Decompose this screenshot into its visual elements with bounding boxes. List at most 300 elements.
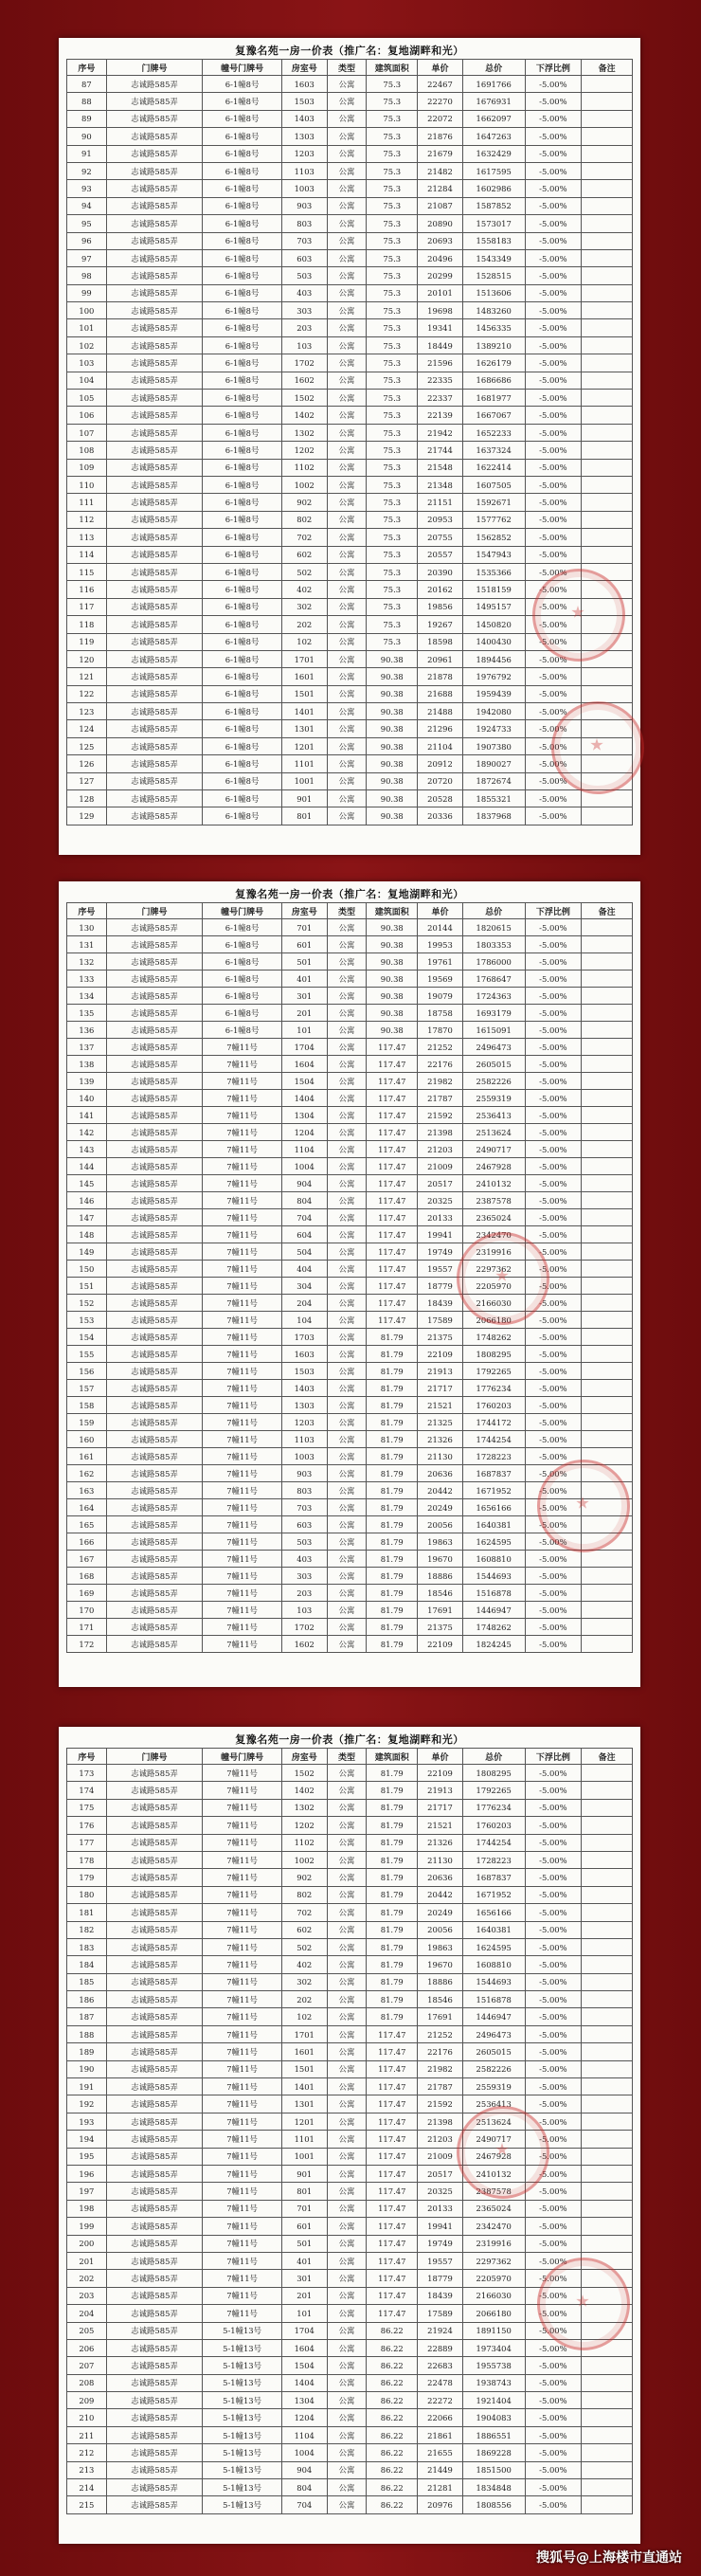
table-cell: 18449: [418, 336, 463, 354]
table-cell: 1942080: [462, 703, 525, 720]
table-cell: 志诚路585弄: [106, 1568, 203, 1585]
table-cell: 1894456: [462, 650, 525, 667]
table-row: [67, 1431, 633, 1448]
table-cell: [582, 1022, 633, 1039]
table-cell: 117.47: [367, 1226, 418, 1243]
table-cell: -5.00%: [525, 1090, 582, 1107]
table-cell: 公寓: [327, 1956, 367, 1973]
table-cell: 志诚路585弄: [106, 162, 203, 179]
table-cell: -5.00%: [525, 633, 582, 650]
table-cell: 志诚路585弄: [106, 1209, 203, 1226]
table-cell: 81.79: [367, 1851, 418, 1868]
table-cell: [582, 2444, 633, 2461]
table-cell: -5.00%: [525, 2025, 582, 2042]
table-cell: 129: [67, 807, 107, 825]
table-cell: 165: [67, 1516, 107, 1533]
table-cell: 志诚路585弄: [106, 1175, 203, 1192]
table-cell: 1686686: [462, 372, 525, 389]
table-cell: 公寓: [327, 737, 367, 754]
table-cell: [582, 232, 633, 249]
table-cell: 21252: [418, 1039, 463, 1056]
table-cell: 75.3: [367, 529, 418, 546]
table-cell: 176: [67, 1817, 107, 1834]
table-cell: 公寓: [327, 2218, 367, 2235]
column-header: 序号: [67, 903, 107, 919]
table-cell: 501: [281, 953, 327, 971]
table-cell: 志诚路585弄: [106, 2113, 203, 2130]
table-cell: [582, 1465, 633, 1482]
table-cell: 6-1幢8号: [203, 616, 282, 633]
table-cell: 117.47: [367, 1056, 418, 1073]
table-cell: 1808295: [462, 1765, 525, 1782]
table-cell: 公寓: [327, 284, 367, 301]
table-cell: 602: [281, 1921, 327, 1938]
table-cell: 1203: [281, 1414, 327, 1431]
table-cell: 1303: [281, 128, 327, 145]
table-cell: 86.22: [367, 2392, 418, 2409]
table-cell: 志诚路585弄: [106, 2426, 203, 2443]
table-cell: 401: [281, 2252, 327, 2269]
table-cell: [582, 336, 633, 354]
table-cell: 1702: [281, 354, 327, 372]
table-cell: 公寓: [327, 919, 367, 936]
table-cell: 139: [67, 1073, 107, 1090]
table-cell: 2342470: [462, 2218, 525, 2235]
table-cell: 183: [67, 1938, 107, 1955]
table-cell: 1921404: [462, 2392, 525, 2409]
table-cell: 6-1幢8号: [203, 668, 282, 685]
table-cell: 117.47: [367, 2148, 418, 2165]
table-cell: 1504: [281, 1073, 327, 1090]
table-cell: 1976792: [462, 668, 525, 685]
table-cell: 160: [67, 1431, 107, 1448]
table-cell: -5.00%: [525, 1295, 582, 1312]
table-cell: 108: [67, 442, 107, 459]
table-cell: 志诚路585弄: [106, 1516, 203, 1533]
table-cell: 136: [67, 1022, 107, 1039]
table-cell: 公寓: [327, 2322, 367, 2339]
table-cell: [582, 2339, 633, 2356]
table-cell: 公寓: [327, 581, 367, 598]
table-cell: -5.00%: [525, 2357, 582, 2374]
table-row: [67, 1938, 633, 1955]
table-cell: [582, 546, 633, 563]
table-row: [67, 1278, 633, 1295]
table-cell: 志诚路585弄: [106, 2287, 203, 2304]
table-cell: 21717: [418, 1799, 463, 1816]
table-cell: 117.47: [367, 2113, 418, 2130]
table-cell: 117.47: [367, 2305, 418, 2322]
table-cell: [582, 2025, 633, 2042]
table-cell: 20912: [418, 755, 463, 772]
table-cell: 102: [67, 336, 107, 354]
table-cell: 7幢11号: [203, 2235, 282, 2252]
table-cell: 1820615: [462, 919, 525, 936]
column-header: 总价: [462, 903, 525, 919]
table-cell: 75.3: [367, 145, 418, 162]
table-cell: 7幢11号: [203, 1636, 282, 1653]
table-cell: 155: [67, 1346, 107, 1363]
table-cell: 公寓: [327, 2183, 367, 2200]
table-cell: 90.38: [367, 685, 418, 702]
table-cell: 公寓: [327, 319, 367, 336]
table-cell: 7幢11号: [203, 1516, 282, 1533]
table-cell: 1834848: [462, 2479, 525, 2496]
table-cell: 1924733: [462, 720, 525, 737]
table-cell: 144: [67, 1158, 107, 1175]
table-cell: 403: [281, 1551, 327, 1568]
table-cell: 志诚路585弄: [106, 1602, 203, 1619]
table-cell: 117.47: [367, 2095, 418, 2113]
table-cell: 86.22: [367, 2496, 418, 2513]
table-row: [67, 1397, 633, 1414]
table-cell: 904: [281, 1175, 327, 1192]
table-cell: 18546: [418, 1585, 463, 1602]
table-cell: -5.00%: [525, 232, 582, 249]
table-cell: 志诚路585弄: [106, 2078, 203, 2095]
table-cell: 21592: [418, 2095, 463, 2113]
table-cell: 志诚路585弄: [106, 354, 203, 372]
table-cell: 22109: [418, 1636, 463, 1653]
table-cell: 2582226: [462, 2060, 525, 2077]
table-cell: 7幢11号: [203, 2025, 282, 2042]
table-cell: [582, 2113, 633, 2130]
table-row: [67, 2479, 633, 2496]
table-cell: 公寓: [327, 668, 367, 685]
table-cell: 公寓: [327, 1209, 367, 1226]
table-cell: 6-1幢8号: [203, 232, 282, 249]
table-cell: 81.79: [367, 1380, 418, 1397]
table-cell: 1573017: [462, 215, 525, 232]
table-cell: [582, 772, 633, 789]
table-cell: 19941: [418, 2218, 463, 2235]
table-cell: 1656166: [462, 1904, 525, 1921]
table-header-row: [67, 60, 633, 76]
table-cell: 公寓: [327, 93, 367, 110]
table-cell: 公寓: [327, 267, 367, 284]
table-cell: 110: [67, 476, 107, 493]
table-cell: 201: [281, 2287, 327, 2304]
table-cell: 公寓: [327, 2252, 367, 2269]
table-cell: 1748262: [462, 1619, 525, 1636]
column-header: 房室号: [281, 60, 327, 76]
table-cell: 公寓: [327, 1973, 367, 1990]
table-cell: 117.47: [367, 1243, 418, 1261]
table-cell: [582, 2043, 633, 2060]
table-cell: -5.00%: [525, 2479, 582, 2496]
table-row: [67, 2357, 633, 2374]
table-cell: 101: [281, 1022, 327, 1039]
table-cell: 公寓: [327, 476, 367, 493]
table-row: [67, 1834, 633, 1851]
table-cell: 81.79: [367, 1431, 418, 1448]
table-cell: 901: [281, 790, 327, 807]
table-cell: -5.00%: [525, 2043, 582, 2060]
table-cell: 502: [281, 1938, 327, 1955]
table-cell: 203: [281, 319, 327, 336]
table-cell: 公寓: [327, 2287, 367, 2304]
table-cell: 公寓: [327, 1158, 367, 1175]
table-cell: 2066180: [462, 1312, 525, 1329]
table-cell: 1003: [281, 180, 327, 197]
table-cell: [582, 2200, 633, 2217]
table-cell: 22478: [418, 2374, 463, 2391]
table-cell: 192: [67, 2095, 107, 2113]
table-cell: 7幢11号: [203, 2200, 282, 2217]
table-cell: 86.22: [367, 2426, 418, 2443]
table-cell: 2605015: [462, 1056, 525, 1073]
table-cell: 志诚路585弄: [106, 1363, 203, 1380]
table-cell: 公寓: [327, 1022, 367, 1039]
table-cell: -5.00%: [525, 1799, 582, 1816]
table-cell: 志诚路585弄: [106, 1465, 203, 1482]
table-cell: 志诚路585弄: [106, 1312, 203, 1329]
table-row: [67, 2305, 633, 2322]
table-cell: 6-1幢8号: [203, 1005, 282, 1022]
table-cell: 22109: [418, 1346, 463, 1363]
table-cell: 22066: [418, 2409, 463, 2426]
table-cell: [582, 598, 633, 615]
table-row: [67, 2008, 633, 2025]
table-cell: 7幢11号: [203, 1956, 282, 1973]
table-cell: 19267: [418, 616, 463, 633]
table-cell: 志诚路585弄: [106, 2043, 203, 2060]
table-cell: 1671952: [462, 1482, 525, 1499]
table-cell: -5.00%: [525, 1886, 582, 1903]
table-cell: 公寓: [327, 953, 367, 971]
table-cell: 170: [67, 1602, 107, 1619]
table-cell: 75.3: [367, 424, 418, 441]
table-cell: 志诚路585弄: [106, 1551, 203, 1568]
table-cell: 20953: [418, 511, 463, 528]
table-cell: 90: [67, 128, 107, 145]
table-cell: [582, 267, 633, 284]
table-row: [67, 284, 633, 301]
table-cell: [582, 563, 633, 580]
table-cell: 19941: [418, 1226, 463, 1243]
table-cell: 1403: [281, 110, 327, 127]
table-cell: 公寓: [327, 936, 367, 953]
table-cell: [582, 2008, 633, 2025]
table-cell: 公寓: [327, 2461, 367, 2478]
table-cell: 1202: [281, 442, 327, 459]
table-cell: 1103: [281, 162, 327, 179]
table-cell: 1104: [281, 1141, 327, 1158]
table-cell: 191: [67, 2078, 107, 2095]
table-cell: -5.00%: [525, 2183, 582, 2200]
table-cell: 1703: [281, 1329, 327, 1346]
table-cell: 215: [67, 2496, 107, 2513]
table-cell: 86.22: [367, 2374, 418, 2391]
table-cell: 75.3: [367, 180, 418, 197]
table-cell: 1402: [281, 1782, 327, 1799]
table-cell: 1728223: [462, 1851, 525, 1868]
table-cell: 1601: [281, 668, 327, 685]
table-cell: 122: [67, 685, 107, 702]
table-cell: 175: [67, 1799, 107, 1816]
table-cell: 186: [67, 1991, 107, 2008]
table-cell: 公寓: [327, 1363, 367, 1380]
table-cell: 145: [67, 1175, 107, 1192]
table-cell: 1776234: [462, 1799, 525, 1816]
table-cell: 19863: [418, 1533, 463, 1551]
table-cell: 7幢11号: [203, 1834, 282, 1851]
table-cell: 197: [67, 2183, 107, 2200]
table-cell: 7幢11号: [203, 1585, 282, 1602]
column-header: 下浮比例: [525, 903, 582, 919]
table-cell: 6-1幢8号: [203, 988, 282, 1005]
table-cell: [582, 1073, 633, 1090]
table-cell: -5.00%: [525, 76, 582, 93]
table-cell: [582, 1124, 633, 1141]
table-cell: 2490717: [462, 1141, 525, 1158]
table-cell: 22109: [418, 1765, 463, 1782]
table-cell: 7幢11号: [203, 2131, 282, 2148]
table-cell: 1617595: [462, 162, 525, 179]
table-cell: 81.79: [367, 1482, 418, 1499]
table-cell: 志诚路585弄: [106, 302, 203, 319]
table-cell: 1504: [281, 2357, 327, 2374]
table-cell: -5.00%: [525, 2392, 582, 2409]
table-row: [67, 2252, 633, 2269]
table-cell: 6-1幢8号: [203, 424, 282, 441]
table-cell: -5.00%: [525, 407, 582, 424]
table-row: [67, 1619, 633, 1636]
table-cell: 199: [67, 2218, 107, 2235]
table-row: [67, 1209, 633, 1226]
table-cell: 志诚路585弄: [106, 407, 203, 424]
table-cell: 公寓: [327, 2496, 367, 2513]
table-row: [67, 1482, 633, 1499]
table-cell: [582, 442, 633, 459]
table-cell: -5.00%: [525, 598, 582, 615]
table-cell: 公寓: [327, 407, 367, 424]
table-row: [67, 2444, 633, 2461]
table-cell: 志诚路585弄: [106, 2095, 203, 2113]
table-cell: 志诚路585弄: [106, 1973, 203, 1990]
table-cell: 171: [67, 1619, 107, 1636]
table-cell: 161: [67, 1448, 107, 1465]
table-row: [67, 476, 633, 493]
table-cell: 20249: [418, 1904, 463, 1921]
table-cell: -5.00%: [525, 1636, 582, 1653]
table-cell: 81.79: [367, 1448, 418, 1465]
table-row: [67, 2374, 633, 2391]
table-cell: 1604: [281, 1056, 327, 1073]
table-cell: 6-1幢8号: [203, 390, 282, 407]
table-cell: 156: [67, 1363, 107, 1380]
table-cell: 22139: [418, 407, 463, 424]
table-cell: -5.00%: [525, 284, 582, 301]
table-cell: 1501: [281, 685, 327, 702]
table-cell: 20325: [418, 2183, 463, 2200]
table-cell: 6-1幢8号: [203, 581, 282, 598]
table-cell: 2365024: [462, 1209, 525, 1226]
table-cell: [582, 1226, 633, 1243]
table-cell: 公寓: [327, 720, 367, 737]
table-cell: 志诚路585弄: [106, 737, 203, 754]
table-cell: 公寓: [327, 1765, 367, 1782]
table-cell: 公寓: [327, 2200, 367, 2217]
table-cell: -5.00%: [525, 162, 582, 179]
table-cell: -5.00%: [525, 668, 582, 685]
column-header: 备注: [582, 1749, 633, 1765]
table-cell: 188: [67, 2025, 107, 2042]
table-cell: 1855321: [462, 790, 525, 807]
table-cell: [582, 668, 633, 685]
table-cell: 202: [67, 2270, 107, 2287]
table-cell: 87: [67, 76, 107, 93]
table-row: [67, 1799, 633, 1816]
table-cell: 6-1幢8号: [203, 546, 282, 563]
table-cell: 19557: [418, 2252, 463, 2269]
table-cell: 6-1幢8号: [203, 180, 282, 197]
table-cell: 121: [67, 668, 107, 685]
table-cell: -5.00%: [525, 1005, 582, 1022]
table-cell: 1592671: [462, 494, 525, 511]
table-cell: 2536413: [462, 2095, 525, 2113]
table-cell: 1607505: [462, 476, 525, 493]
table-cell: -5.00%: [525, 772, 582, 789]
table-row: [67, 1851, 633, 1868]
table-cell: 7幢11号: [203, 1278, 282, 1295]
table-cell: 志诚路585弄: [106, 1107, 203, 1124]
table-cell: -5.00%: [525, 2252, 582, 2269]
table-cell: 1647263: [462, 128, 525, 145]
table-cell: [582, 703, 633, 720]
table-cell: 1401: [281, 703, 327, 720]
table-cell: 180: [67, 1886, 107, 1903]
table-cell: -5.00%: [525, 755, 582, 772]
table-cell: 7幢11号: [203, 1243, 282, 1261]
table-cell: 503: [281, 267, 327, 284]
price-table: [66, 59, 633, 825]
table-cell: 803: [281, 1482, 327, 1499]
table-cell: 1201: [281, 2113, 327, 2130]
table-cell: 18886: [418, 1973, 463, 1990]
table-cell: 1602986: [462, 180, 525, 197]
table-cell: -5.00%: [525, 1124, 582, 1141]
table-cell: 81.79: [367, 1346, 418, 1363]
table-cell: 402: [281, 581, 327, 598]
table-cell: 1002: [281, 1851, 327, 1868]
table-cell: 公寓: [327, 1278, 367, 1295]
table-row: [67, 1346, 633, 1363]
table-row: [67, 1533, 633, 1551]
table-cell: 公寓: [327, 1482, 367, 1499]
table-cell: 210: [67, 2409, 107, 2426]
column-header: 幢号门牌号: [203, 1749, 282, 1765]
table-cell: 公寓: [327, 2444, 367, 2461]
table-cell: 志诚路585弄: [106, 336, 203, 354]
table-cell: 公寓: [327, 2043, 367, 2060]
table-cell: 21252: [418, 2025, 463, 2042]
table-cell: [582, 284, 633, 301]
column-header: 备注: [582, 60, 633, 76]
table-cell: 1101: [281, 2131, 327, 2148]
price-sheet-1: [59, 38, 640, 855]
table-cell: -5.00%: [525, 1765, 582, 1782]
table-cell: [582, 1602, 633, 1619]
table-cell: 128: [67, 790, 107, 807]
table-cell: -5.00%: [525, 737, 582, 754]
table-cell: 117.47: [367, 1295, 418, 1312]
table-cell: 7幢11号: [203, 1209, 282, 1226]
table-cell: 公寓: [327, 1243, 367, 1261]
column-header: 房室号: [281, 903, 327, 919]
table-cell: 7幢11号: [203, 1414, 282, 1431]
table-cell: [582, 2305, 633, 2322]
